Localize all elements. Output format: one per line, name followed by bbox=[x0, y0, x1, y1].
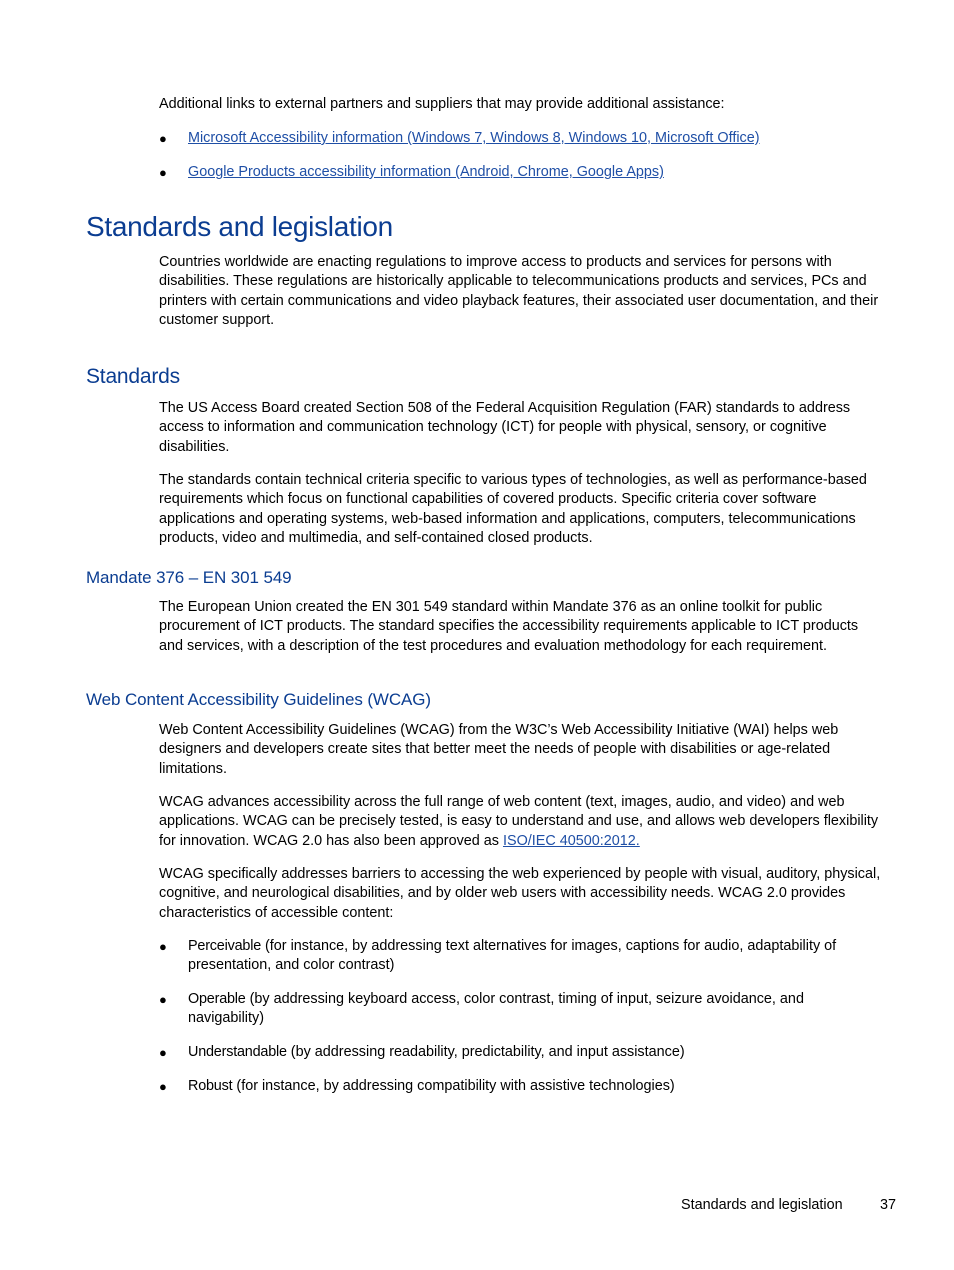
list-item-description: (by addressing keyboard access, color contrast, timing of input, seizure avoidance, and navigability) bbox=[188, 991, 804, 1027]
footer-section-name: Standards and legislation bbox=[681, 1197, 843, 1213]
mandate-heading: Mandate 376 – EN 301 549 bbox=[86, 568, 292, 587]
wcag-paragraph-2 bbox=[159, 793, 881, 851]
bullet-icon: ● bbox=[159, 992, 167, 1007]
bullet-icon: ● bbox=[159, 1079, 167, 1094]
standards-paragraph-1: The US Access Board created Section 508 of the Federal Acquisition Regulation (FAR) standards to address access to information and communication technology (ICT) for people with physical, sensory, or cognitive disabilities. bbox=[159, 400, 851, 455]
bullet-icon: ● bbox=[159, 165, 167, 180]
list-item-term: Operable bbox=[188, 991, 246, 1007]
wcag-heading: Web Content Accessibility Guidelines (WCAG) bbox=[86, 690, 431, 709]
microsoft-accessibility-link[interactable]: Microsoft Accessibility information (Windows 7, Windows 8, Windows 10, Microsoft Office) bbox=[188, 130, 760, 146]
standards-paragraph-2: The standards contain technical criteria specific to various types of technologies, as well as performance-based requirements which focus on functional capabilities of covered products. Specific criteria cover software applications and operating systems, web-based information and applications, computers, telecommunications products, video and multimedia, and self-contained closed products. bbox=[159, 472, 867, 547]
google-accessibility-link[interactable]: Google Products accessibility information (Android, Chrome, Google Apps) bbox=[188, 164, 664, 180]
bullet-icon: ● bbox=[159, 131, 167, 146]
iso-iec-link[interactable]: ISO/IEC 40500:2012. bbox=[502, 832, 640, 849]
list-item-term: Robust bbox=[188, 1078, 233, 1094]
intro-paragraph: Additional links to external partners and suppliers that may provide additional assistance: bbox=[159, 96, 725, 112]
wcag-paragraph-1: Web Content Accessibility Guidelines (WCAG) from the W3C’s Web Accessibility Initiative (WAI) helps web designers and developers create sites that better meet the needs of people with disabilities or age-related limitations. bbox=[159, 722, 839, 777]
footer-page-number: 37 bbox=[880, 1197, 897, 1213]
standards-heading: Standards bbox=[86, 365, 180, 388]
list-item-term: Perceivable bbox=[188, 938, 261, 954]
wcag-paragraph-2-text: WCAG advances accessibility across the full range of web content (text, images, audio, and video) and web applications. WCAG can be precisely tested, is easy to understand and use, and allows web developers flexibility for innovation. WCAG 2.0 has also been approved as bbox=[159, 794, 879, 849]
section-paragraph: Countries worldwide are enacting regulations to improve access to products and services for persons with disabilities. These regulations are historically applicable to telecommunications products and services, PCs and printers with certain communications and video playback features, their associated user documentation, and their customer support. bbox=[159, 254, 879, 329]
section-heading: Standards and legislation bbox=[86, 211, 393, 242]
bullet-icon: ● bbox=[159, 939, 167, 954]
wcag-paragraph-3: WCAG specifically addresses barriers to accessing the web experienced by people with visual, auditory, physical, cognitive, and neurological disabilities, and by older web users with accessibility needs. WCAG 2.0 provides characteristics of accessible content: bbox=[159, 866, 881, 921]
bullet-icon: ● bbox=[159, 1045, 167, 1060]
mandate-paragraph: The European Union created the EN 301 549 standard within Mandate 376 as an online toolkit for public procurement of ICT products. The standard specifies the accessibility requirements applicable to ICT products and services, with a description of the test procedures and evaluation methodology for each requirement. bbox=[159, 599, 859, 654]
list-item-description: (for instance, by addressing text alternatives for images, captions for audio, adaptability of presentation, and color contrast) bbox=[188, 938, 837, 974]
list-item-term: Understandable bbox=[188, 1044, 287, 1060]
list-item-description: (by addressing readability, predictability, and input assistance) bbox=[286, 1044, 685, 1060]
list-item-description: (for instance, by addressing compatibility with assistive technologies) bbox=[232, 1078, 675, 1094]
